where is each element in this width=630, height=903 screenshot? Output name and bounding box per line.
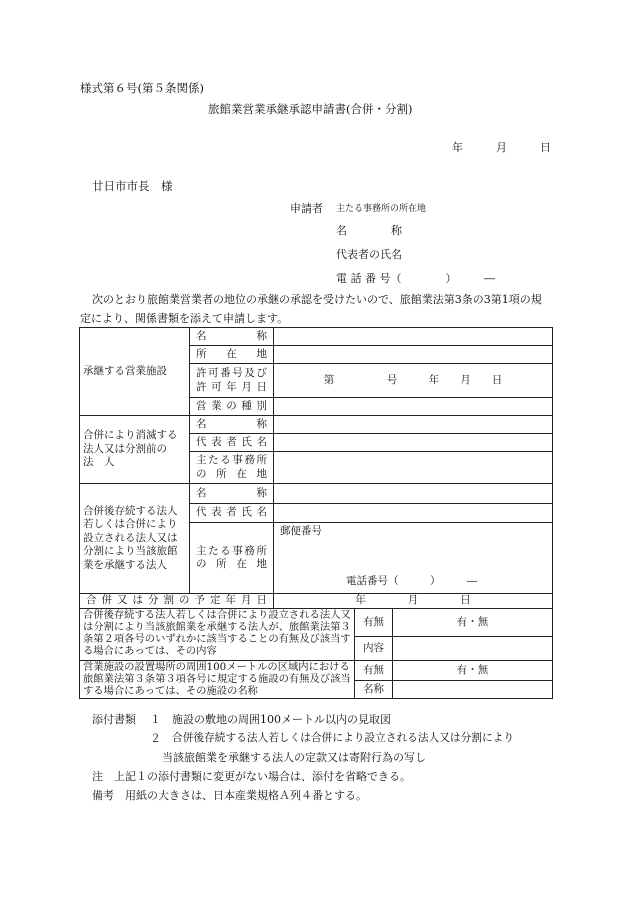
successor-group-label: 合併後存続する法人若しくは合併により設立される法人又は分割により当該旅館業を承継する法人 (80, 484, 190, 594)
q1-text: 合併後存続する法人若しくは合併により設立される法人又は分割により当該旅館業を承継する法人が、旅館業法第３条第２項各号のいずれかに該当することの有無及び該当する場合にあっては、その内容 (80, 609, 355, 661)
postal-code-label: 郵便番号 (280, 525, 322, 537)
form-number: 様式第６号(第５条関係) (80, 81, 204, 95)
date-month: 月 (496, 141, 507, 154)
q2-name-value[interactable] (393, 681, 553, 699)
facility-location-value[interactable] (274, 346, 553, 364)
q2-name-label: 名称 (355, 681, 393, 699)
dissolved-office-value[interactable] (274, 452, 553, 484)
successor-name-label: 名 称 (190, 484, 274, 504)
dissolved-rep-value[interactable] (274, 434, 553, 452)
applicant-office-location: 主たる事務所の所在地 (336, 204, 427, 214)
attachment-2-line1: 合併後存続する法人若しくは合併により設立される法人又は分割により (172, 731, 515, 744)
remark-text: 備考 用紙の大きさは、日本産業規格Ａ列４番とする。 (92, 789, 367, 802)
applicant-representative: 代表者の氏名 (336, 248, 402, 261)
facility-name-label: 名 称 (190, 328, 274, 346)
attachment-2-line2: 当該旅館業を承継する法人の定款又は寄附行為の写し (162, 751, 426, 764)
business-type-value[interactable] (274, 398, 553, 416)
schedule-label: 合 併 又 は 分 割 の 予 定 年 月 日 (80, 594, 274, 609)
attachment-1-number: １ (150, 713, 161, 726)
dissolved-group-label: 合併により消滅する法人又は分割前の 法 人 (80, 416, 190, 484)
q2-text: 営業施設の設置場所の周囲100メートルの区域内における旅館業法第３条第３項各号に規定する施設の有無及び該当する場合にあっては、その施設の名称 (80, 661, 355, 699)
successor-phone-label: 電話番号（ ） ― (346, 575, 478, 587)
applicant-phone: 電 話 番 号（ ） ― (336, 272, 495, 285)
successor-rep-label: 代表者氏名 (190, 504, 274, 523)
attachment-1-text: 施設の敷地の周囲100メートル以内の見取図 (172, 713, 391, 726)
q1-has-value[interactable]: 有・無 (393, 609, 553, 637)
applicant-name: 名 称 (336, 224, 402, 237)
addressee: 廿日市市長 様 (92, 179, 173, 193)
date-line (452, 139, 551, 155)
permit-value[interactable]: 第 号 年 月 日 (274, 364, 553, 398)
q2-has-value[interactable]: 有・無 (393, 661, 553, 681)
q1-detail-value[interactable] (393, 637, 553, 661)
attachment-2-number: ２ (150, 732, 161, 745)
dissolved-name-label: 名 称 (190, 416, 274, 434)
successor-name-value[interactable] (274, 484, 553, 504)
business-type-label: 営業の種別 (190, 398, 274, 416)
dissolved-rep-label: 代表者氏名 (190, 434, 274, 452)
document-title: 旅館業営業承継承認申請書(合併・分割) (208, 102, 413, 116)
q1-has-label: 有無 (355, 609, 393, 637)
schedule-value[interactable]: 年 月 日 (274, 594, 553, 609)
permit-label: 許可番号及び許可年月日 (190, 364, 274, 398)
applicant-label: 申請者 (290, 202, 323, 215)
intro-paragraph: 次のとおり旅館業営業者の地位の承継の承認を受けたいので、旅館業法第3条の3第1項の規定により、関係書類を添えて申請します。 (80, 293, 542, 325)
q2-has-label: 有無 (355, 661, 393, 681)
facility-name-value[interactable] (274, 328, 553, 346)
note-text: 注 上記１の添付書類に変更がない場合は、添付を省略できる。 (92, 770, 411, 783)
attachments-label: 添付書類 (92, 713, 136, 726)
successor-office-label: 主たる事務所の所在地 (190, 523, 274, 594)
dissolved-name-value[interactable] (274, 416, 553, 434)
successor-office-value[interactable] (274, 523, 553, 594)
date-year: 年 (452, 141, 463, 154)
dissolved-office-label: 主たる事務所の所在地 (190, 452, 274, 484)
facility-location-label: 所 在 地 (190, 346, 274, 364)
successor-rep-value[interactable] (274, 504, 553, 523)
facility-group-label: 承継する営業施設 (80, 328, 190, 416)
application-table (79, 327, 553, 699)
q1-detail-label: 内容 (355, 637, 393, 661)
date-day: 日 (540, 141, 551, 154)
